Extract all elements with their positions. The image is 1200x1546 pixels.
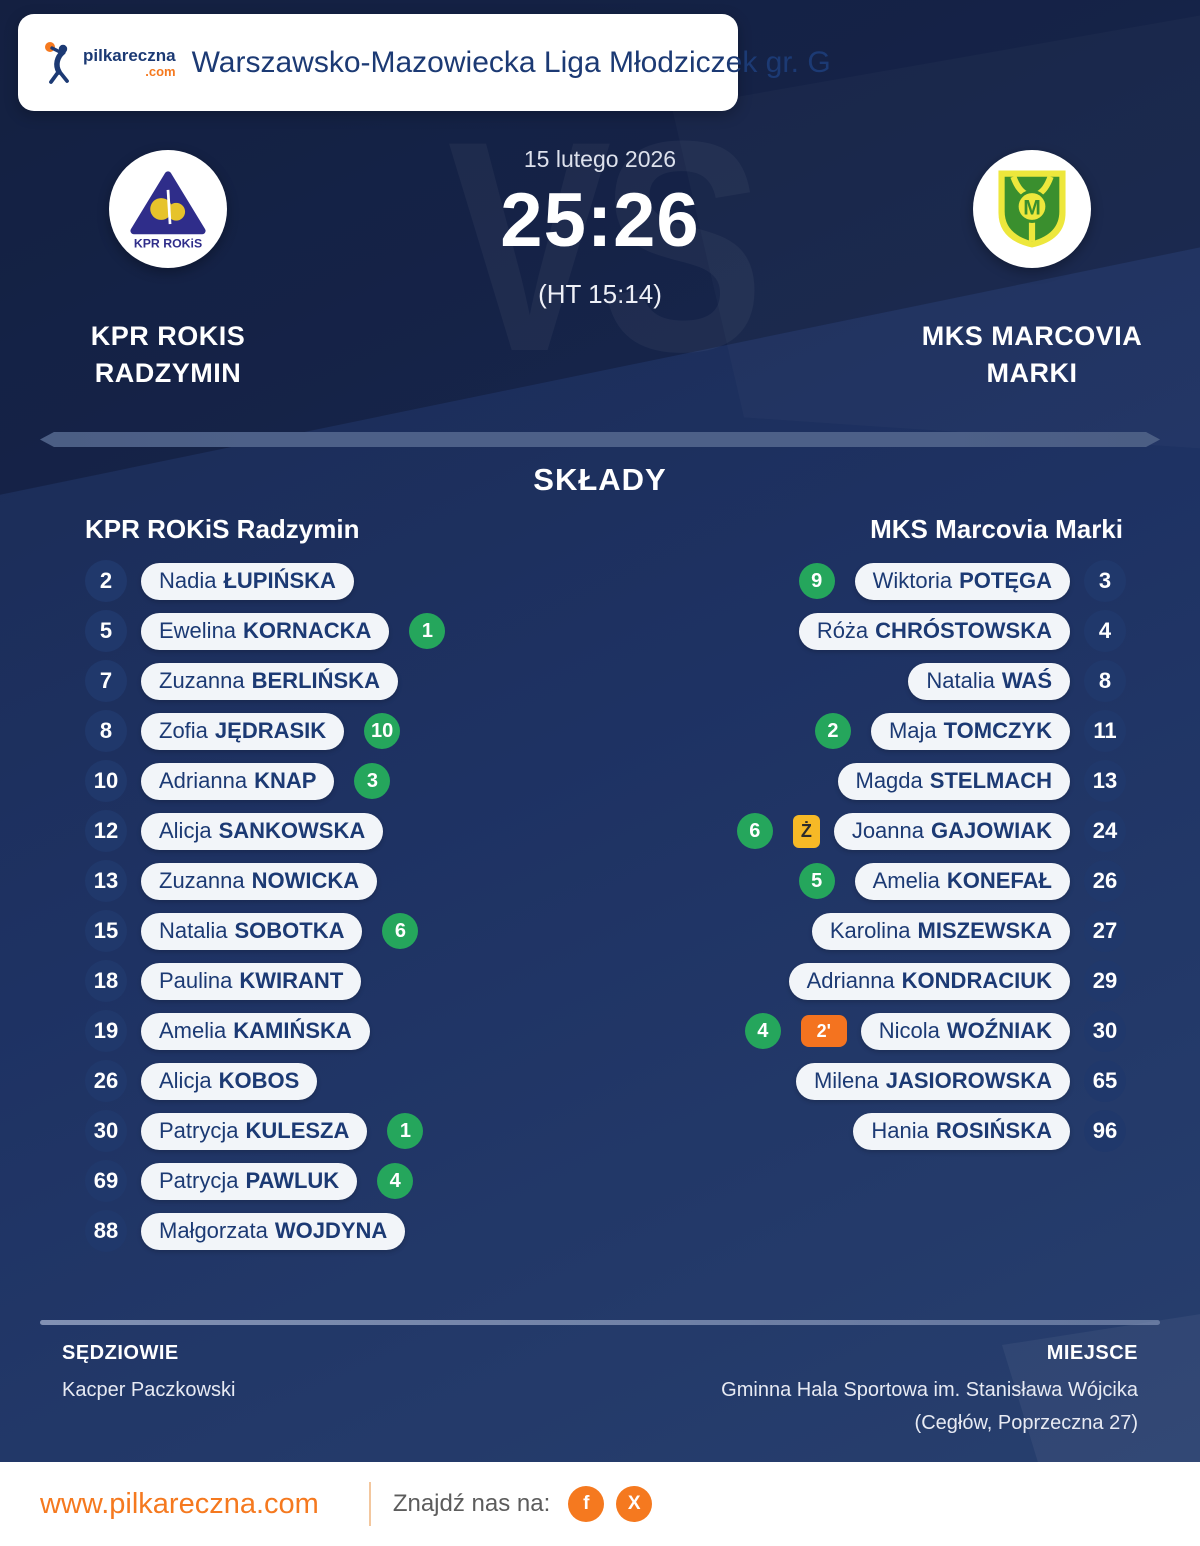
player-name-pill: [789, 963, 1070, 1000]
home-lineup-header: KPR ROKiS Radzymin: [85, 514, 360, 544]
brand-text: [83, 47, 176, 78]
player-first-name: Patrycja: [159, 1168, 239, 1193]
home-player-row: [85, 1206, 405, 1256]
player-name-pill: [141, 1063, 317, 1100]
away-player-row: [793, 556, 1126, 606]
section-divider: [40, 432, 1160, 447]
player-last-name: KORNACKA: [243, 618, 372, 643]
score-block: [400, 146, 800, 310]
player-last-name: ROSIŃSKA: [935, 1118, 1052, 1143]
player-first-name: Paulina: [159, 968, 233, 993]
player-number-badge: 24: [1084, 810, 1126, 852]
home-player-row: [85, 706, 406, 756]
away-team-name-line1: MKS MARCOVIA: [921, 321, 1143, 351]
player-first-name: Ewelina: [159, 618, 237, 643]
player-number-badge: 2: [85, 560, 127, 602]
goals-badge: 10: [364, 713, 400, 749]
player-name-pill: [796, 1063, 1070, 1100]
player-name-pill: [812, 913, 1070, 950]
home-player-row: [85, 806, 383, 856]
player-first-name: Nicola: [878, 1018, 940, 1043]
player-name-pill: [838, 763, 1071, 800]
halftime-score: (HT 15:14): [538, 278, 662, 309]
player-number-badge: 8: [85, 710, 127, 752]
player-first-name: Amelia: [872, 868, 940, 893]
player-first-name: Adrianna: [159, 768, 248, 793]
player-name-pill: [141, 913, 362, 950]
league-title: Warszawsko-Mazowiecka Liga Młodziczek gr. G: [191, 45, 831, 79]
goals-badge: 1: [409, 613, 445, 649]
home-player-row: [85, 1006, 370, 1056]
player-first-name: Natalia: [159, 918, 228, 943]
player-first-name: Karolina: [829, 918, 911, 943]
venue-value: Gminna Hala Sportowa im. Stanisława Wójcika (Cegłów, Poprzeczna 27): [721, 1379, 1138, 1434]
player-last-name: TOMCZYK: [943, 718, 1052, 743]
away-player-row: [908, 656, 1126, 706]
away-player-row: [789, 956, 1126, 1006]
player-first-name: Zofia: [159, 718, 208, 743]
svg-text:KPR ROKiS: KPR ROKiS: [133, 236, 203, 250]
player-name-pill: [141, 663, 398, 700]
player-first-name: Amelia: [159, 1018, 227, 1043]
kpr-rokis-crest-icon: [127, 168, 209, 250]
player-last-name: JASIOROWSKA: [885, 1068, 1052, 1093]
goals-badge: 2: [815, 713, 851, 749]
away-team-name: [882, 318, 1182, 392]
player-number-badge: 13: [85, 860, 127, 902]
away-player-row: [853, 1106, 1126, 1156]
player-last-name: WAŚ: [1001, 668, 1052, 693]
home-player-row: [85, 556, 354, 606]
goals-badge: 6: [382, 913, 418, 949]
player-last-name: PAWLUK: [245, 1168, 340, 1193]
home-player-list: [85, 556, 451, 1256]
away-player-row: [812, 906, 1126, 956]
away-player-row: [809, 706, 1126, 756]
away-player-row: [799, 606, 1126, 656]
goals-badge: 6: [737, 813, 773, 849]
home-team-badge: [109, 150, 227, 268]
player-last-name: KULESZA: [245, 1118, 350, 1143]
facebook-icon[interactable]: f: [568, 1486, 604, 1522]
player-number-badge: 5: [85, 610, 127, 652]
goals-badge: 3: [354, 763, 390, 799]
lineups-title: SKŁADY: [533, 462, 667, 497]
player-name-pill: [141, 763, 334, 800]
player-last-name: MISZEWSKA: [917, 918, 1052, 943]
player-number-badge: 96: [1084, 1110, 1126, 1152]
handball-player-icon: [42, 40, 78, 86]
player-last-name: BERLIŃSKA: [251, 668, 380, 693]
player-name-pill: [855, 563, 1070, 600]
away-lineup-header: MKS Marcovia Marki: [870, 514, 1123, 544]
player-first-name: Wiktoria: [872, 568, 953, 593]
player-first-name: Hania: [871, 1118, 929, 1143]
player-first-name: Małgorzata: [159, 1218, 268, 1243]
away-team-name-line2: MARKI: [986, 358, 1078, 388]
home-player-row: [85, 1056, 317, 1106]
player-first-name: Joanna: [851, 818, 924, 843]
player-name-pill: [141, 863, 377, 900]
venue-label: MIEJSCE: [1046, 1342, 1138, 1364]
goals-badge: 9: [799, 563, 835, 599]
player-number-badge: 30: [85, 1110, 127, 1152]
home-player-row: [85, 1106, 429, 1156]
player-name-pill: [141, 963, 361, 1000]
player-last-name: KONEFAŁ: [946, 868, 1052, 893]
home-team-name: [28, 318, 308, 392]
player-number-badge: 8: [1084, 660, 1126, 702]
player-last-name: KWIRANT: [239, 968, 344, 993]
brand-name: pilkareczna: [83, 46, 176, 65]
player-name-pill: [141, 613, 389, 650]
player-number-badge: 26: [1084, 860, 1126, 902]
goals-badge: 1: [387, 1113, 423, 1149]
two-minute-suspension-badge: 2': [801, 1015, 847, 1047]
player-first-name: Nadia: [159, 568, 217, 593]
player-first-name: Patrycja: [159, 1118, 239, 1143]
player-number-badge: 4: [1084, 610, 1126, 652]
player-last-name: SANKOWSKA: [218, 818, 366, 843]
away-player-row: [739, 1006, 1126, 1056]
player-number-badge: 13: [1084, 760, 1126, 802]
player-last-name: KAMIŃSKA: [233, 1018, 352, 1043]
home-player-row: [85, 956, 361, 1006]
player-name-pill: [799, 613, 1070, 650]
social-links: [568, 1486, 652, 1522]
player-number-badge: 12: [85, 810, 127, 852]
referees-label: SĘDZIOWIE: [62, 1342, 179, 1364]
goals-badge: 4: [745, 1013, 781, 1049]
player-name-pill: [141, 1013, 370, 1050]
player-number-badge: 88: [85, 1210, 127, 1252]
player-first-name: Alicja: [159, 818, 212, 843]
find-us-label: Znajdź nas na:: [392, 1490, 551, 1517]
away-player-row: [796, 1056, 1126, 1106]
player-number-badge: 11: [1084, 710, 1126, 752]
player-name-pill: [861, 1013, 1070, 1050]
player-number-badge: 65: [1084, 1060, 1126, 1102]
player-last-name: KONDRACIUK: [901, 968, 1052, 993]
away-team-badge: [973, 150, 1091, 268]
bottom-bar: [0, 1462, 1200, 1546]
goals-badge: 4: [377, 1163, 413, 1199]
website-link[interactable]: www.pilkareczna.com: [40, 1487, 319, 1520]
player-first-name: Milena: [813, 1068, 879, 1093]
player-number-badge: 69: [85, 1160, 127, 1202]
pilkareczna-logo: [42, 40, 176, 86]
player-first-name: Róża: [816, 618, 869, 643]
away-player-row: [793, 856, 1126, 906]
player-first-name: Zuzanna: [159, 668, 245, 693]
player-last-name: ŁUPIŃSKA: [223, 568, 336, 593]
player-last-name: CHRÓSTOWSKA: [875, 618, 1052, 643]
player-last-name: STELMACH: [929, 768, 1052, 793]
player-name-pill: [141, 813, 383, 850]
player-name-pill: [908, 663, 1070, 700]
away-player-list: [731, 556, 1126, 1156]
svg-text:M: M: [1023, 196, 1041, 220]
home-player-row: [85, 656, 398, 706]
home-player-row: [85, 856, 377, 906]
home-player-row: [85, 1156, 419, 1206]
marcovia-crest-icon: [994, 168, 1070, 250]
player-name-pill: [141, 1163, 357, 1200]
player-last-name: KNAP: [254, 768, 317, 793]
player-first-name: Adrianna: [806, 968, 895, 993]
vertical-separator: [369, 1482, 371, 1526]
player-number-badge: 3: [1084, 560, 1126, 602]
player-last-name: GAJOWIAK: [931, 818, 1052, 843]
player-number-badge: 26: [85, 1060, 127, 1102]
player-number-badge: 30: [1084, 1010, 1126, 1052]
player-name-pill: [141, 713, 344, 750]
home-team-name-line2: RADZYMIN: [94, 358, 242, 388]
player-last-name: WOJDYNA: [274, 1218, 388, 1243]
player-number-badge: 29: [1084, 960, 1126, 1002]
home-player-row: [85, 906, 424, 956]
player-name-pill: [141, 1113, 367, 1150]
player-first-name: Maja: [888, 718, 937, 743]
player-number-badge: 19: [85, 1010, 127, 1052]
league-header-card: [18, 14, 831, 111]
player-number-badge: 7: [85, 660, 127, 702]
goals-badge: 5: [799, 863, 835, 899]
brand-tld: .com: [145, 64, 176, 79]
player-number-badge: 18: [85, 960, 127, 1002]
player-last-name: POTĘGA: [959, 568, 1052, 593]
referees-value: Kacper Paczkowski: [62, 1379, 236, 1401]
player-last-name: NOWICKA: [251, 868, 360, 893]
home-player-row: [85, 756, 396, 806]
player-first-name: Natalia: [926, 668, 995, 693]
player-name-pill: [141, 563, 354, 600]
player-first-name: Zuzanna: [159, 868, 245, 893]
home-team-name-line1: KPR ROKIS: [90, 321, 246, 351]
player-number-badge: 15: [85, 910, 127, 952]
player-name-pill: [871, 713, 1070, 750]
player-last-name: WOŹNIAK: [946, 1018, 1052, 1043]
player-name-pill: [855, 863, 1070, 900]
player-name-pill: [853, 1113, 1070, 1150]
match-date: 15 lutego 2026: [523, 146, 677, 172]
footer-divider: [40, 1320, 1160, 1325]
home-player-row: [85, 606, 451, 656]
player-last-name: KOBOS: [218, 1068, 300, 1093]
player-number-badge: 10: [85, 760, 127, 802]
away-player-row: [838, 756, 1127, 806]
player-name-pill: [141, 1213, 405, 1250]
player-last-name: JĘDRASIK: [214, 718, 327, 743]
final-score: 25:26: [500, 178, 700, 263]
yellow-card-badge: Ż: [793, 815, 820, 848]
player-number-badge: 27: [1084, 910, 1126, 952]
away-player-row: [731, 806, 1126, 856]
player-name-pill: [834, 813, 1070, 850]
x-icon[interactable]: X: [616, 1486, 652, 1522]
player-last-name: SOBOTKA: [234, 918, 345, 943]
player-first-name: Magda: [855, 768, 923, 793]
player-first-name: Alicja: [159, 1068, 212, 1093]
